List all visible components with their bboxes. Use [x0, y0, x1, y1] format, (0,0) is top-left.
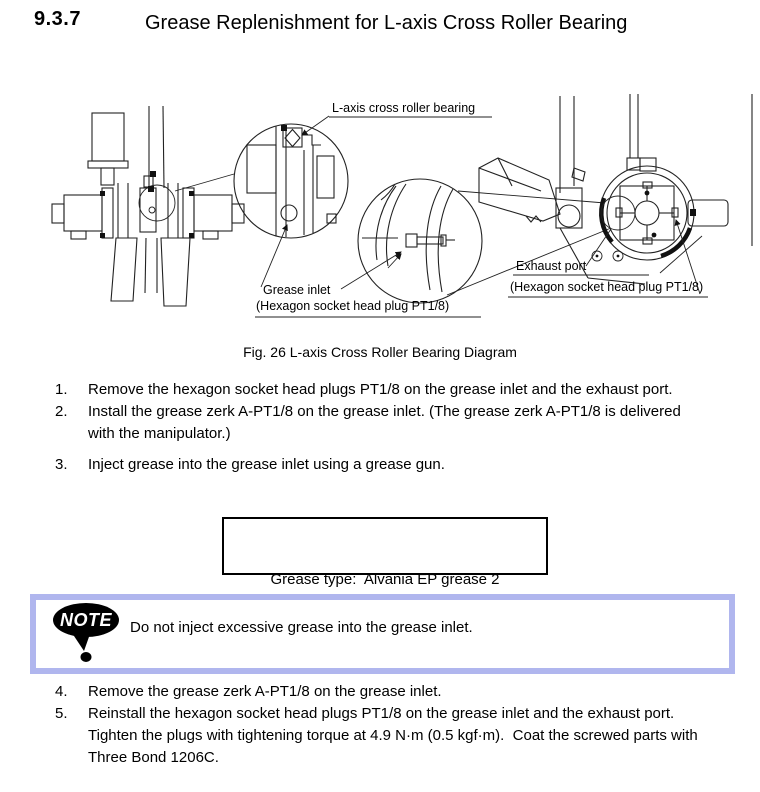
- label-grease-inlet: Grease inlet: [263, 283, 331, 297]
- grease-spec-box: [222, 517, 548, 588]
- step-text: Inject grease into the grease inlet using a grease gun.: [88, 456, 445, 473]
- step-3: [55, 454, 733, 476]
- step-1: [55, 379, 733, 401]
- step-number: 1.: [55, 381, 68, 398]
- note-text: Do not inject excessive grease into the grease inlet.: [130, 618, 473, 636]
- step-number: 2.: [55, 403, 68, 420]
- page-title: Grease Replenishment for L-axis Cross Roller Bearing: [145, 12, 628, 34]
- step-number: 4.: [55, 683, 68, 700]
- procedure-steps-1-3: [55, 379, 733, 476]
- manipulator-front-view: [52, 106, 244, 306]
- section-number: 9.3.7: [34, 8, 81, 30]
- grease-inlet-hole: [281, 205, 297, 221]
- bearing-diagram: [0, 88, 760, 340]
- step-4: [55, 681, 733, 703]
- detail-ring-front: [139, 185, 175, 221]
- label-exhaust-port: Exhaust port: [516, 259, 587, 273]
- manipulator-side-view: [479, 94, 752, 284]
- label-grease-inlet-sub: (Hexagon socket head plug PT1/8): [256, 299, 450, 313]
- note-badge-label: NOTE: [59, 610, 113, 630]
- grease-type: Grease type: Alvania EP grease 2: [270, 571, 500, 588]
- bearing-detail-circle: [234, 124, 348, 238]
- exhaust-port-mark: [690, 209, 696, 216]
- step-2: [55, 401, 733, 445]
- grease-zerk: [406, 234, 417, 247]
- step-number: 5.: [55, 705, 68, 722]
- procedure-steps-4-5: [55, 681, 733, 769]
- step-5: [55, 703, 733, 769]
- step-text: Remove the hexagon socket head plugs PT1/8 on the grease inlet and the exhaust port.: [88, 381, 673, 398]
- step-text: Install the grease zerk A-PT1/8 on the grease inlet. (The grease zerk A-PT1/8 is delivered with the manipulator.): [88, 403, 685, 442]
- label-bearing: L-axis cross roller bearing: [332, 101, 476, 115]
- step-text: Reinstall the hexagon socket head plugs PT1/8 on the grease inlet and the exhaust port. Tighten the plugs with tightening torque at 4.9 N·m (0.5 kgf·m). Coat the screwed parts with Three Bond 1206C.: [88, 705, 702, 766]
- figure-caption: Fig. 26 L-axis Cross Roller Bearing Diagram: [243, 344, 517, 360]
- note-balloon-icon: [48, 602, 126, 666]
- note-callout: [30, 594, 735, 674]
- step-text: Remove the grease zerk A-PT1/8 on the grease inlet.: [88, 683, 442, 700]
- label-exhaust-port-sub: (Hexagon socket head plug PT1/8): [510, 280, 704, 294]
- step-number: 3.: [55, 456, 68, 473]
